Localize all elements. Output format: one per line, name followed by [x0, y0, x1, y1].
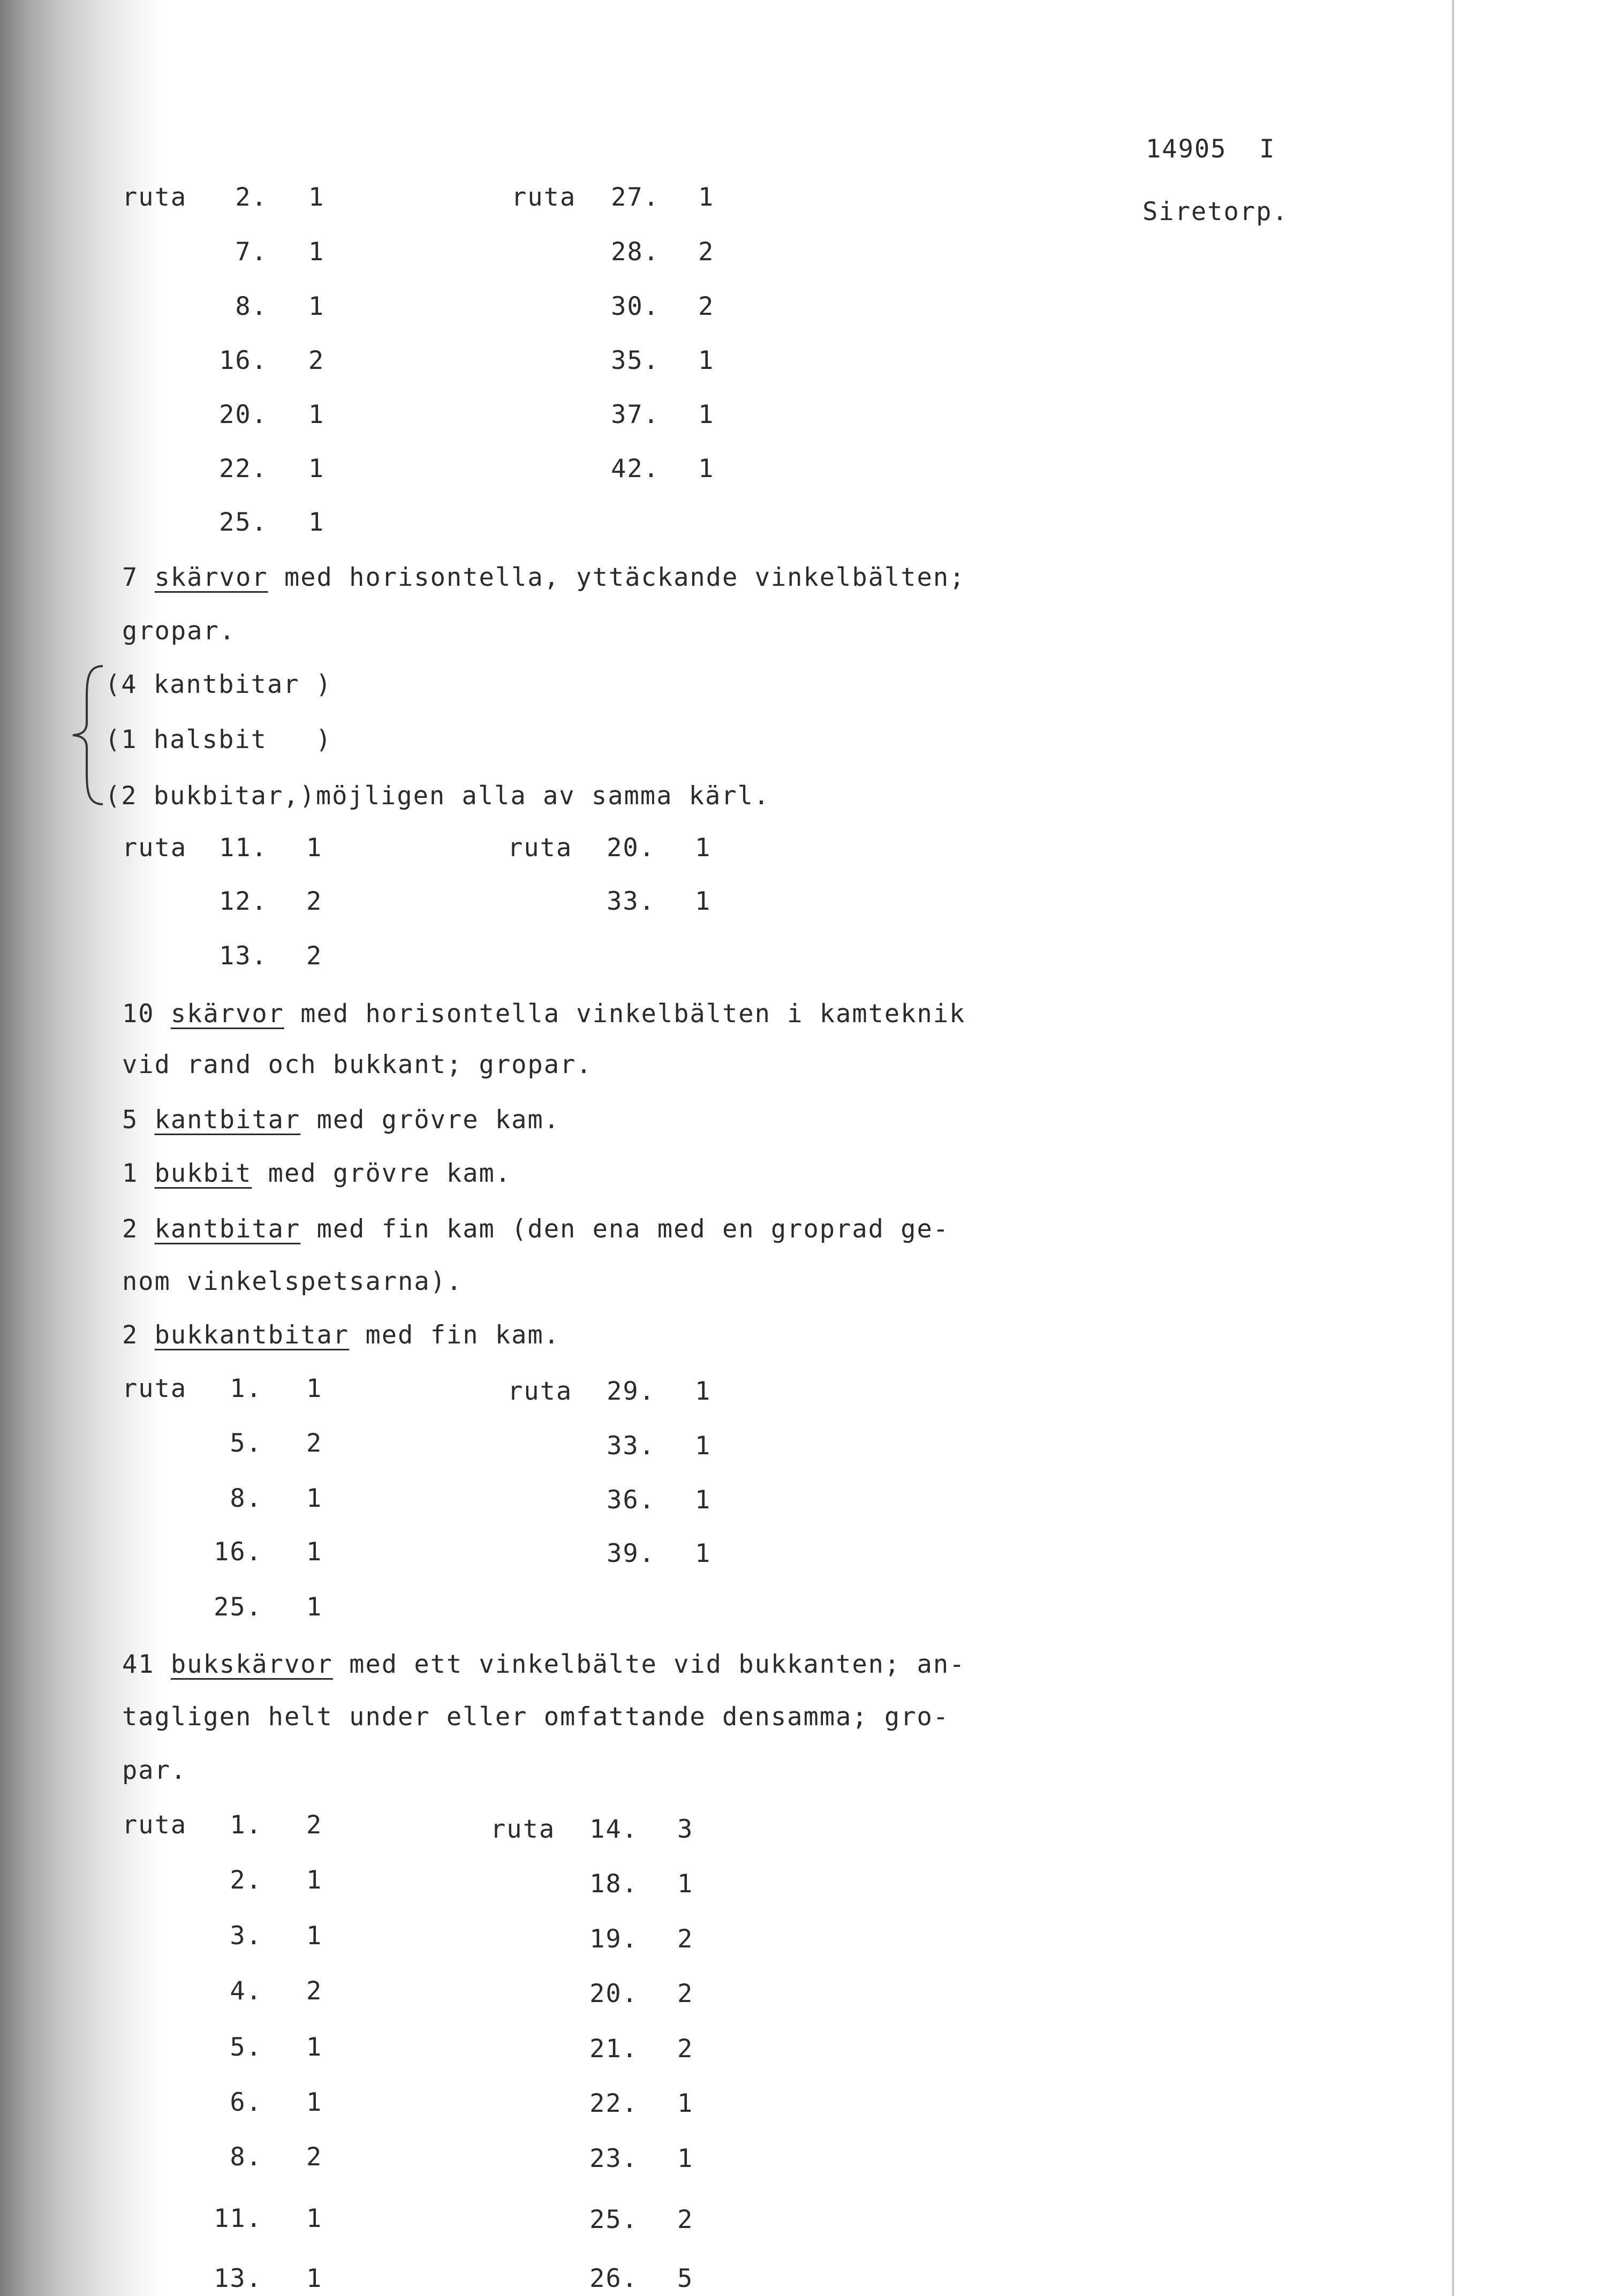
- description: med grövre kam.: [268, 1159, 512, 1188]
- table-label: ruta: [122, 1374, 187, 1403]
- text-line: (4 kantbitar ): [105, 670, 332, 699]
- ruta-count: 2: [677, 1979, 694, 2008]
- ruta-number: 25.: [214, 1592, 262, 1622]
- ruta-count: 2: [306, 2142, 323, 2172]
- ruta-number: 16.: [219, 346, 268, 375]
- text-line: (1 halsbit ): [105, 725, 332, 754]
- ruta-count: 1: [698, 183, 715, 212]
- ruta-count: 1: [308, 183, 325, 212]
- ruta-number: 22.: [589, 2089, 638, 2118]
- text-line: vid rand och bukkant; gropar.: [122, 1050, 593, 1079]
- count: 41: [122, 1650, 155, 1679]
- ruta-number: 37.: [611, 400, 660, 429]
- text-line: [122, 1652, 965, 1677]
- ruta-number: 16.: [214, 1537, 262, 1567]
- ruta-count: 1: [698, 454, 715, 484]
- ruta-count: 2: [677, 2034, 694, 2064]
- ruta-number: 20.: [589, 1979, 638, 2008]
- table-label: ruta: [122, 183, 187, 212]
- ruta-number: 42.: [611, 454, 660, 484]
- object-term: kantbitar: [154, 1214, 301, 1244]
- ruta-number: 22.: [219, 454, 268, 484]
- site-name: Siretorp.: [1143, 197, 1289, 226]
- ruta-number: 11.: [219, 833, 268, 863]
- object-term: bukskärvor: [170, 1650, 333, 1679]
- text-line: [122, 1161, 511, 1186]
- ruta-number: 23.: [589, 2144, 638, 2173]
- ruta-number: 8.: [230, 1484, 262, 1513]
- description: med horisontella vinkelbälten i kamteknik: [300, 999, 966, 1029]
- text-line: [122, 999, 966, 1029]
- ruta-count: 1: [308, 237, 325, 267]
- ruta-number: 18.: [589, 1869, 638, 1899]
- ruta-count: 1: [306, 1537, 323, 1567]
- ruta-number: 35.: [611, 346, 660, 375]
- text-line: [122, 1320, 561, 1350]
- ruta-count: 1: [695, 887, 712, 916]
- table-label: ruta: [490, 1815, 556, 1844]
- text-line: [122, 565, 965, 590]
- ruta-count: 1: [695, 1485, 712, 1515]
- object-term: bukbit: [154, 1159, 252, 1188]
- ruta-count: 1: [698, 400, 715, 429]
- count: 2: [122, 1320, 139, 1350]
- ruta-count: 1: [306, 2088, 323, 2117]
- ruta-count: 1: [306, 1865, 323, 1895]
- description: med fin kam.: [365, 1320, 561, 1350]
- ruta-number: 20.: [219, 400, 268, 429]
- table-label: ruta: [511, 183, 577, 212]
- ruta-count: 1: [306, 2264, 323, 2293]
- ruta-count: 1: [306, 1374, 323, 1403]
- table-label: ruta: [122, 833, 187, 863]
- ruta-number: 3.: [230, 1921, 262, 1951]
- ruta-count: 2: [306, 887, 323, 916]
- ruta-number: 8.: [235, 292, 268, 321]
- ruta-number: 4.: [230, 1976, 262, 2006]
- ruta-number: 1.: [230, 1374, 262, 1403]
- ruta-count: 1: [308, 454, 325, 484]
- text-line: par.: [122, 1756, 187, 1785]
- description: med grövre kam.: [316, 1105, 561, 1135]
- ruta-count: 2: [677, 2205, 694, 2234]
- count: 5: [122, 1105, 139, 1135]
- ruta-count: 1: [677, 2144, 694, 2173]
- ruta-count: 1: [308, 508, 325, 537]
- ruta-count: 1: [306, 1484, 323, 1513]
- ruta-number: 21.: [589, 2034, 638, 2064]
- ruta-number: 28.: [611, 237, 660, 267]
- text-line: tagligen helt under eller omfattande densamma; gro-: [122, 1702, 950, 1732]
- ruta-count: 1: [308, 400, 325, 429]
- table-label: ruta: [508, 1377, 573, 1406]
- ruta-count: 2: [306, 1810, 323, 1840]
- ruta-number: 11.: [214, 2204, 262, 2233]
- ruta-number: 13.: [214, 2264, 262, 2293]
- ruta-number: 5.: [230, 2033, 262, 2062]
- ruta-number: 8.: [230, 2142, 262, 2172]
- ruta-number: 2.: [235, 183, 268, 212]
- ruta-count: 1: [308, 292, 325, 321]
- count: 2: [122, 1214, 139, 1244]
- ruta-number: 2.: [230, 1865, 262, 1895]
- text-line: (2 bukbitar,)möjligen alla av samma kärl.: [105, 781, 770, 811]
- object-term: skärvor: [154, 563, 268, 592]
- ruta-count: 1: [306, 833, 323, 863]
- text-line: [122, 1214, 950, 1244]
- ruta-count: 1: [306, 1921, 323, 1951]
- ruta-count: 1: [695, 1539, 712, 1568]
- ruta-number: 39.: [607, 1539, 655, 1568]
- scan-shadow: [0, 0, 161, 2296]
- ruta-number: 36.: [607, 1485, 655, 1515]
- ruta-number: 6.: [230, 2088, 262, 2117]
- ruta-count: 3: [677, 1815, 694, 1844]
- ruta-count: 2: [677, 1924, 694, 1954]
- ruta-count: 1: [698, 346, 715, 375]
- description: med fin kam (den ena med en groprad ge-: [316, 1214, 950, 1244]
- ruta-number: 27.: [611, 183, 660, 212]
- curly-brace-mark: [70, 663, 107, 807]
- ruta-number: 5.: [230, 1429, 262, 1458]
- ruta-number: 20.: [607, 833, 655, 863]
- count: 1: [122, 1159, 139, 1188]
- description: med horisontella, yttäckande vinkelbälten;: [284, 563, 966, 592]
- ruta-number: 30.: [611, 292, 660, 321]
- ruta-number: 29.: [607, 1377, 655, 1406]
- table-label: ruta: [122, 1810, 187, 1840]
- ruta-number: 12.: [219, 887, 268, 916]
- ruta-number: 26.: [589, 2264, 638, 2293]
- ruta-number: 14.: [589, 1815, 638, 1844]
- ruta-number: 7.: [235, 237, 268, 267]
- ruta-count: 2: [698, 292, 715, 321]
- count: 10: [122, 999, 155, 1029]
- ruta-count: 2: [306, 1429, 323, 1458]
- ruta-count: 1: [695, 1431, 712, 1461]
- catalogue-number: 14905 I: [1146, 134, 1276, 164]
- ruta-count: 1: [695, 1377, 712, 1406]
- object-term: kantbitar: [154, 1105, 301, 1135]
- ruta-count: 1: [306, 2204, 323, 2233]
- ruta-number: 1.: [230, 1810, 262, 1840]
- count: 7: [122, 563, 139, 592]
- ruta-number: 33.: [607, 887, 655, 916]
- table-label: ruta: [508, 833, 573, 863]
- object-term: bukkantbitar: [154, 1320, 350, 1350]
- ruta-number: 33.: [607, 1431, 655, 1461]
- ruta-number: 25.: [219, 508, 268, 537]
- ruta-count: 2: [306, 941, 323, 971]
- text-line: [122, 1105, 561, 1135]
- text-line: nom vinkelspetsarna).: [122, 1267, 463, 1296]
- text-line: gropar.: [122, 616, 236, 646]
- ruta-number: 13.: [219, 941, 268, 971]
- ruta-count: 1: [677, 1869, 694, 1899]
- ruta-count: 2: [698, 237, 715, 267]
- ruta-count: 1: [677, 2089, 694, 2118]
- ruta-count: 1: [695, 833, 712, 863]
- ruta-count: 1: [306, 2033, 323, 2062]
- ruta-count: 2: [308, 346, 325, 375]
- description: med ett vinkelbälte vid bukkanten; an-: [349, 1650, 966, 1679]
- ruta-number: 25.: [589, 2205, 638, 2234]
- object-term: skärvor: [170, 999, 284, 1029]
- ruta-count: 1: [306, 1592, 323, 1622]
- ruta-number: 19.: [589, 1924, 638, 1954]
- ruta-count: 5: [677, 2264, 694, 2293]
- ruta-count: 2: [306, 1976, 323, 2006]
- page-edge: [1452, 0, 1454, 2296]
